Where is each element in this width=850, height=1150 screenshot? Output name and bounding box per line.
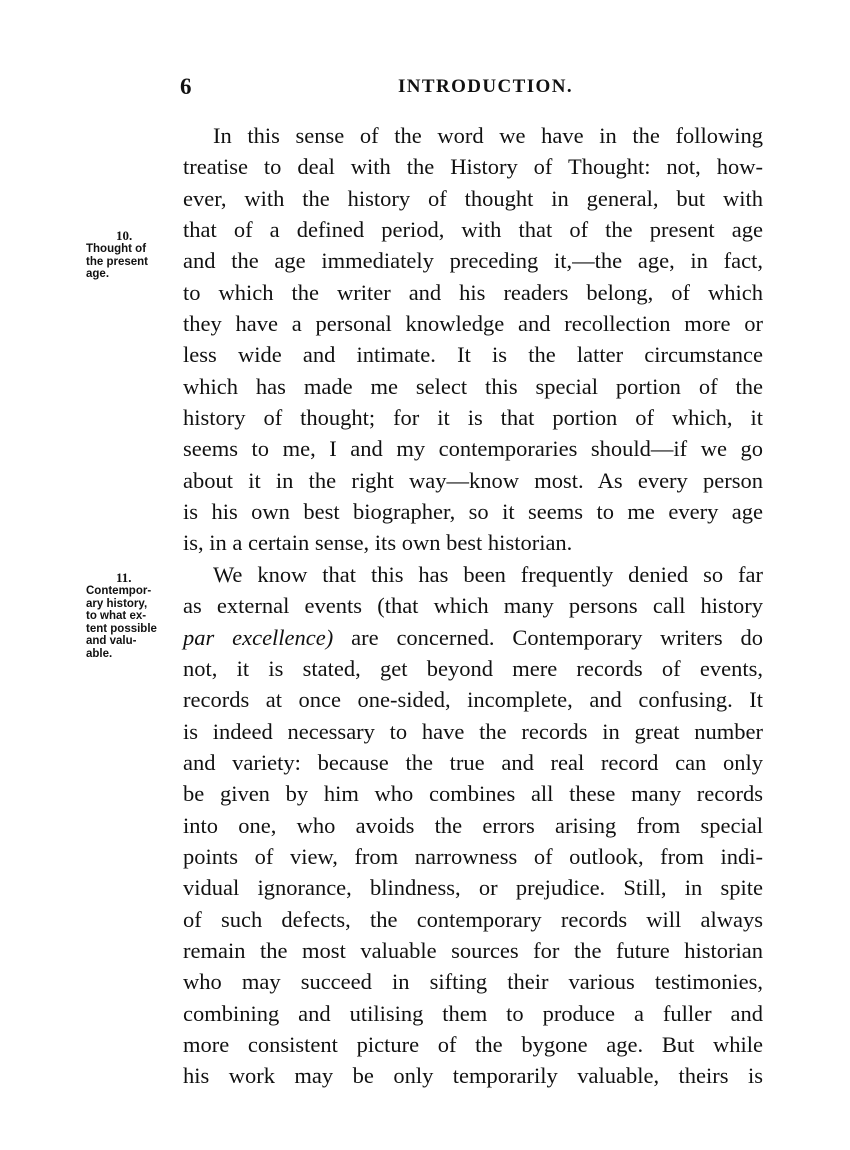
body-line: which has made me select this special portion of the: [183, 373, 763, 399]
running-header: [0, 72, 850, 102]
margin-note-line: age.: [86, 268, 110, 280]
body-line: vidual ignorance, blindness, or prejudice. Still, in spite: [183, 875, 763, 901]
margin-note-line: tent possible: [86, 622, 157, 635]
body-line: his work may be only temporarily valuable, theirs is: [183, 1063, 763, 1089]
margin-note-line: the present: [86, 255, 148, 268]
margin-note-line: to what ex-: [86, 610, 147, 622]
margin-note-line: Thought of: [86, 243, 147, 255]
body-line: We know that this has been frequently denied so far: [213, 561, 763, 587]
body-line: and variety: because the true and real record can only: [183, 749, 763, 775]
body-text: [183, 120, 763, 1092]
running-head-title: INTRODUCTION.: [398, 76, 573, 97]
body-line: to which the writer and his readers belong, of which: [183, 279, 763, 305]
margin-note-number: 10.: [116, 228, 133, 243]
body-line: they have a personal knowledge and recollection more or: [183, 311, 763, 337]
body-line: ever, with the history of thought in general, but with: [183, 185, 763, 211]
margin-note-number: 11.: [116, 570, 132, 585]
page-number: 6: [180, 74, 192, 99]
body-line: remain the most valuable sources for the future historian: [183, 937, 763, 963]
body-line: of such defects, the contemporary records will always: [183, 906, 763, 932]
body-line: is his own best biographer, so it seems to me every age: [183, 499, 763, 525]
body-line: be given by him who combines all these many records: [183, 781, 763, 807]
body-line: not, it is stated, get beyond mere records of events,: [183, 655, 763, 681]
body-line: as external events (that which many persons call history: [183, 593, 763, 619]
body-line: and the age immediately preceding it,—the age, in fact,: [183, 248, 763, 274]
body-line: into one, who avoids the errors arising from special: [183, 812, 763, 838]
body-line: combining and utilising them to produce a fuller and: [183, 1000, 763, 1026]
body-line: history of thought; for it is that portion of which, it: [183, 405, 763, 431]
body-line: more consistent picture of the bygone age. But while: [183, 1031, 763, 1057]
margin-note-line: ary history,: [86, 597, 148, 610]
body-line: less wide and intimate. It is the latter circumstance: [183, 342, 763, 368]
body-line: about it in the right way—know most. As every person: [183, 467, 763, 493]
margin-note-line: and valu-: [86, 635, 137, 647]
body-line-with-italic: [183, 622, 763, 653]
italic-phrase: par excellence): [183, 624, 334, 650]
body-line: In this sense of the word we have in the following: [213, 123, 763, 148]
margin-note-thought-of-present-age: [86, 228, 176, 281]
body-line: seems to me, I and my contemporaries should—if we go: [183, 436, 763, 462]
body-line: treatise to deal with the History of Thought: not, how-: [183, 154, 763, 180]
margin-note-contemporary-history: [86, 570, 176, 660]
margin-note-line: able.: [86, 647, 113, 660]
body-line: is, in a certain sense, its own best historian.: [183, 530, 573, 556]
body-line-remainder: are concerned. Contemporary writers do: [351, 624, 763, 650]
body-line: records at once one-sided, incomplete, and confusing. It: [183, 687, 763, 713]
body-line: points of view, from narrowness of outlook, from indi-: [183, 843, 763, 869]
margin-note-line: Contempor-: [86, 585, 152, 597]
body-line: is indeed necessary to have the records in great number: [183, 718, 763, 744]
body-line: who may succeed in sifting their various testimonies,: [183, 969, 763, 995]
body-line: that of a defined period, with that of the present age: [183, 217, 763, 243]
